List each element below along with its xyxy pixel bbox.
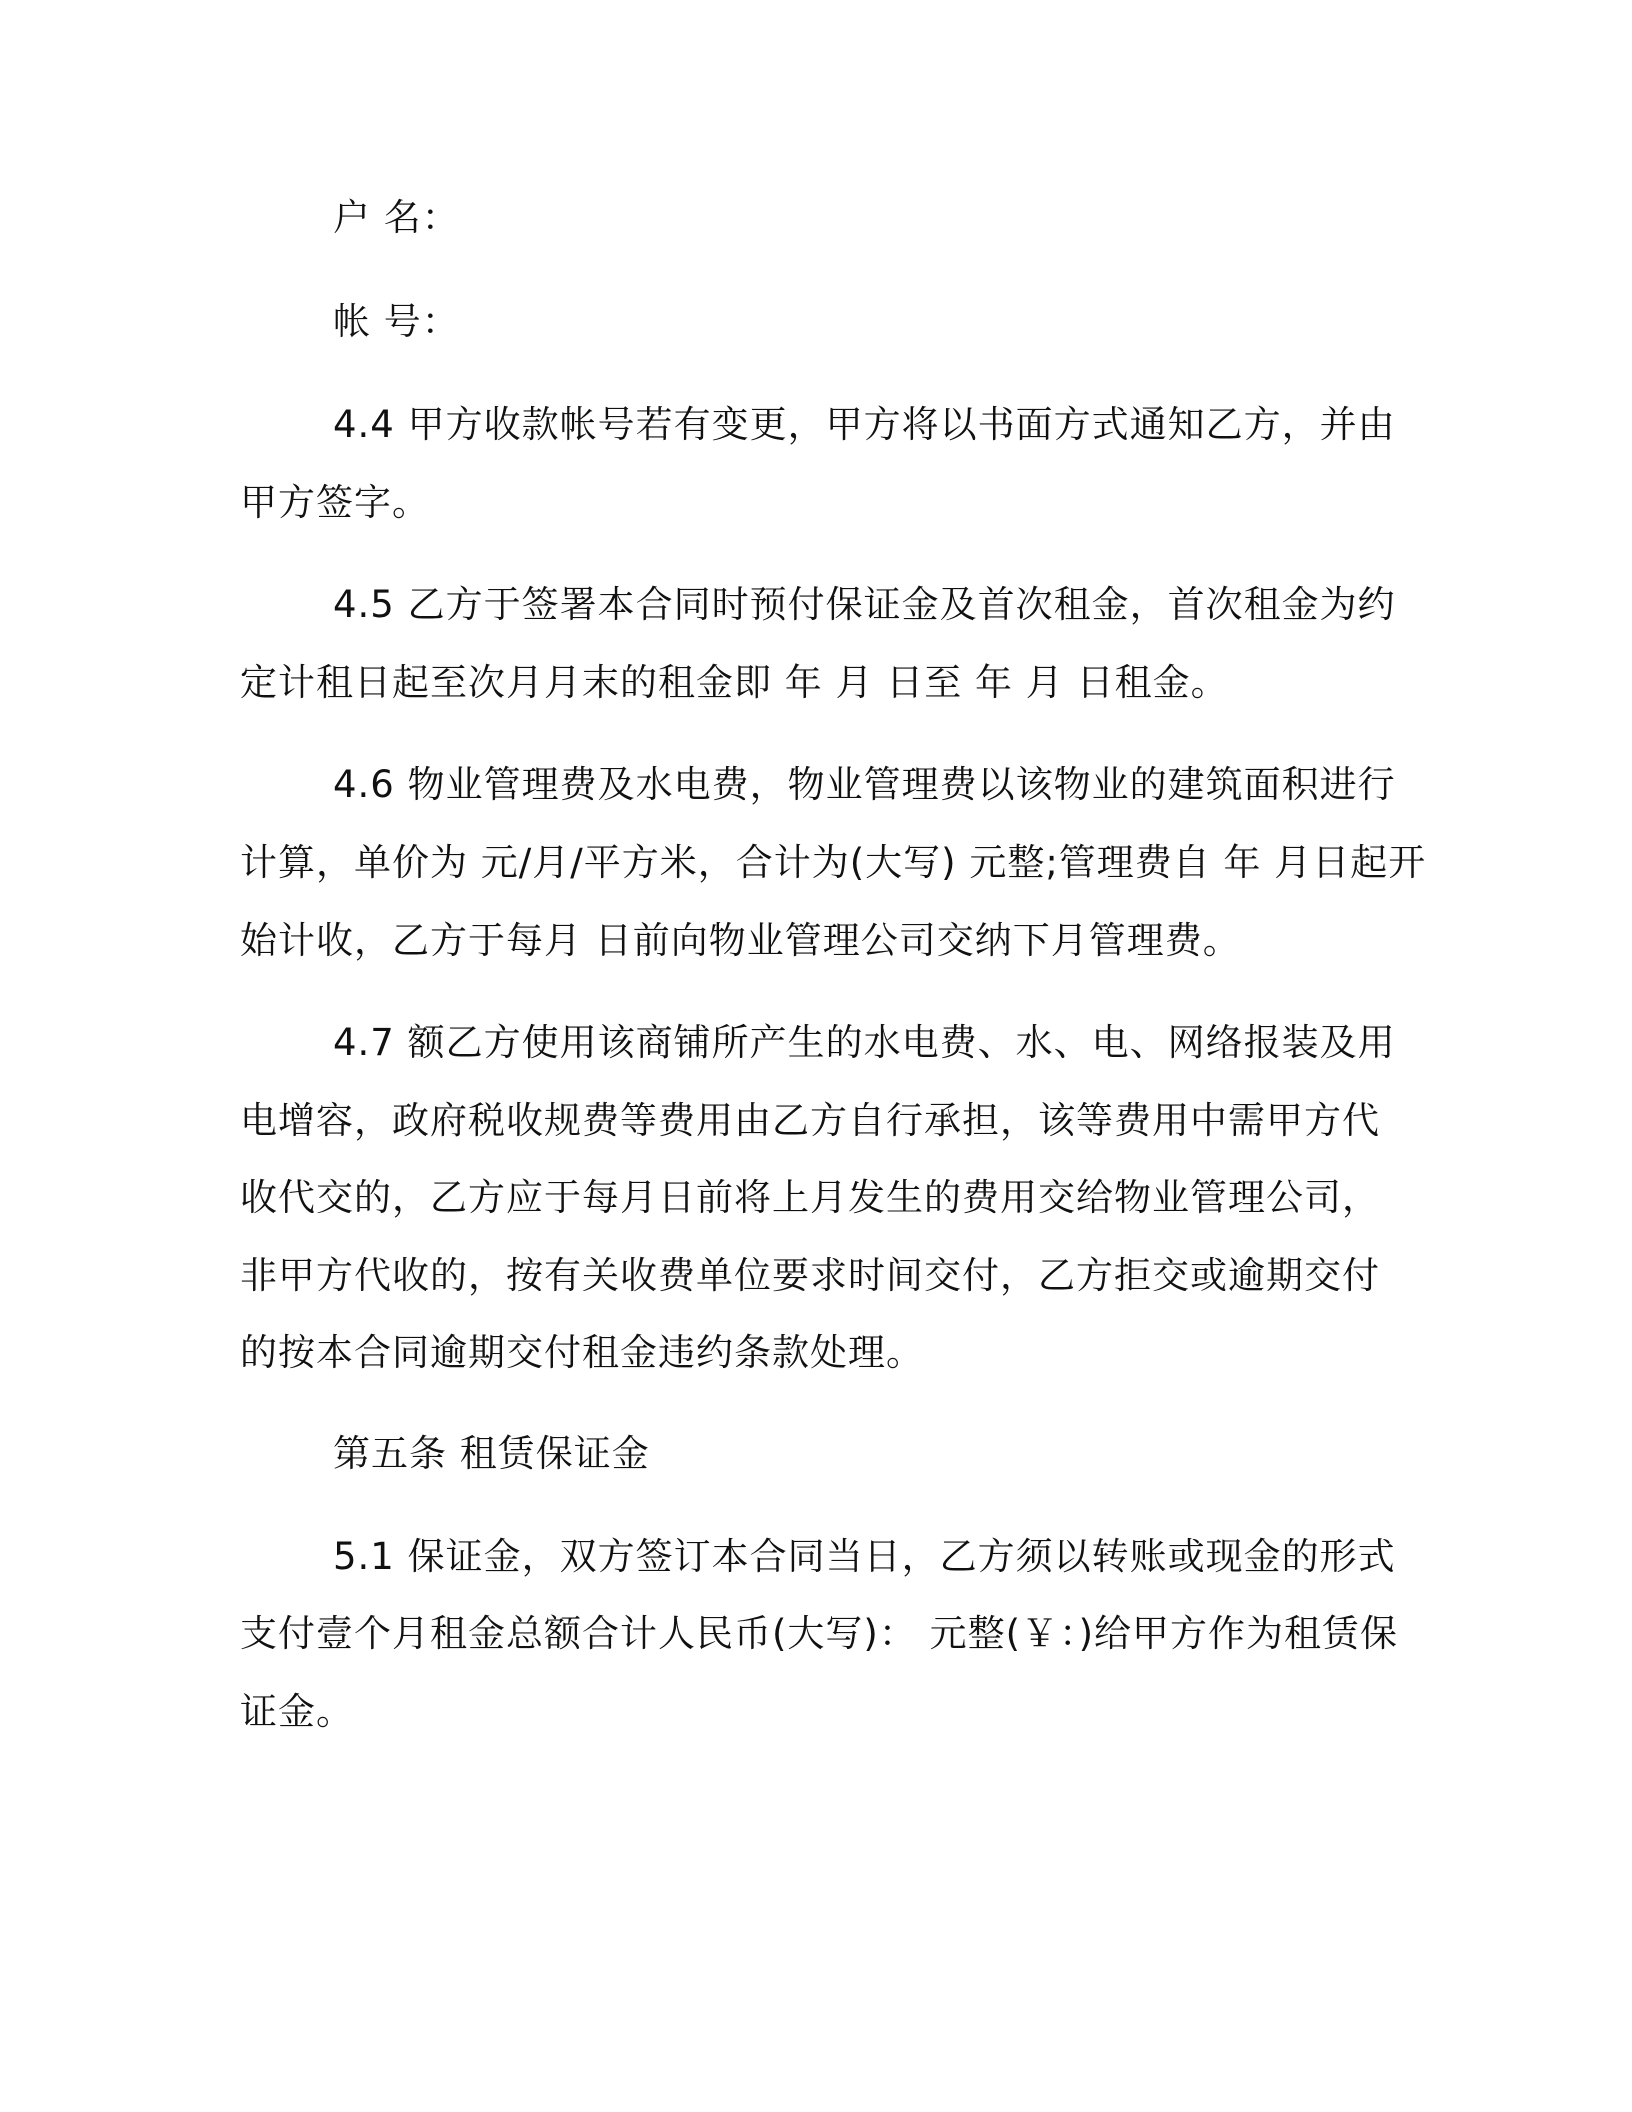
clause-4-6-line-3: 始计收，乙方于每月 日前向物业管理公司交纳下月管理费。 <box>240 919 1241 962</box>
clause-4-4-line-1: 4.4 甲方收款帐号若有变更，甲方将以书面方式通知乙方，并由 <box>333 403 1396 446</box>
article-5-heading: 第五条 租赁保证金 <box>333 1432 650 1475</box>
clause-4-6-line-2: 计算，单价为 元/月/平方米，合计为(大写) 元整;管理费自 年 月日起开 <box>240 841 1427 884</box>
clause-5-1-line-2: 支付壹个月租金总额合计人民币(大写)： 元整(￥：)给甲方作为租赁保 <box>240 1612 1398 1655</box>
account-name-label: 户 名： <box>333 196 460 239</box>
clause-4-7-line-1: 4.7 额乙方使用该商铺所产生的水电费、水、电、网络报装及用 <box>333 1021 1396 1064</box>
clause-4-6-line-1: 4.6 物业管理费及水电费，物业管理费以该物业的建筑面积进行 <box>333 763 1396 806</box>
clause-4-5-line-2: 定计租日起至次月月末的租金即 年 月 日至 年 月 日租金。 <box>240 661 1229 704</box>
clause-4-7-line-5: 的按本合同逾期交付租金违约条款处理。 <box>240 1331 924 1374</box>
clause-5-1-line-1: 5.1 保证金，双方签订本合同当日，乙方须以转账或现金的形式 <box>333 1535 1396 1578</box>
clause-5-1-line-3: 证金。 <box>240 1690 354 1733</box>
clause-4-7-line-3: 收代交的，乙方应于每月日前将上月发生的费用交给物业管理公司， <box>240 1176 1380 1219</box>
clause-4-4-line-2: 甲方签字。 <box>240 481 430 524</box>
clause-4-5-line-1: 4.5 乙方于签署本合同时预付保证金及首次租金，首次租金为约 <box>333 583 1396 626</box>
clause-4-7-line-4: 非甲方代收的，按有关收费单位要求时间交付，乙方拒交或逾期交付 <box>240 1254 1380 1297</box>
clause-4-7-line-2: 电增容，政府税收规费等费用由乙方自行承担，该等费用中需甲方代 <box>240 1099 1380 1142</box>
account-number-label: 帐 号： <box>333 300 460 343</box>
